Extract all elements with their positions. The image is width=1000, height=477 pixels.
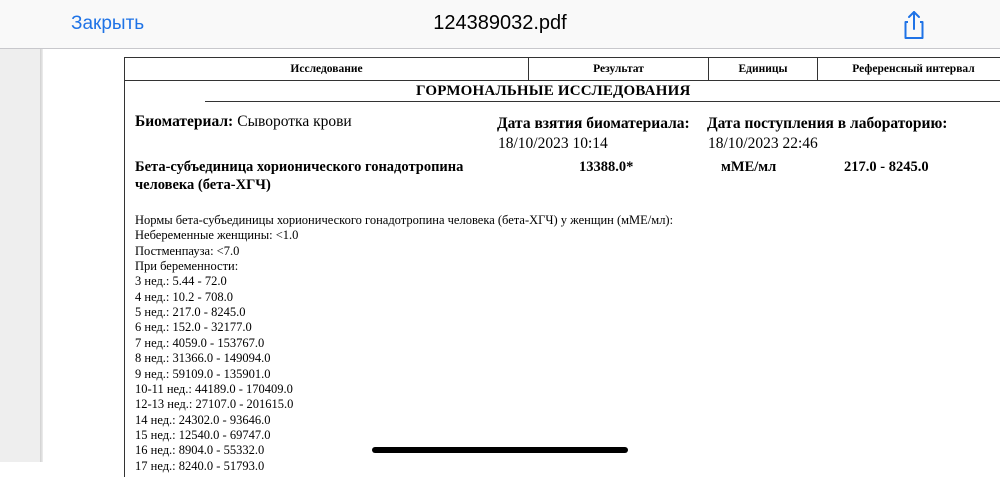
header-study: Исследование — [125, 58, 529, 80]
norm-line: 10-11 нед.: 44189.0 - 170409.0 — [135, 381, 293, 396]
norm-line: 15 нед.: 12540.0 - 69747.0 — [135, 427, 271, 442]
norm-line: 6 нед.: 152.0 - 32177.0 — [135, 320, 252, 335]
share-button[interactable] — [899, 9, 929, 41]
lab-date-label: Дата поступления в лабораторию: — [707, 115, 948, 132]
norm-line: 4 нед.: 10.2 - 708.0 — [135, 289, 233, 304]
norm-line: 17 нед.: 8240.0 - 51793.0 — [135, 458, 265, 473]
document-title: 124389032.pdf — [433, 12, 567, 34]
home-indicator[interactable] — [372, 447, 628, 453]
share-icon — [899, 9, 929, 41]
norm-line: Нормы бета-субъединицы хорионического гонадотропина человека (бета-ХГЧ) у женщин (мМЕ/мл): — [135, 213, 674, 227]
sample-date-label: Дата взятия биоматериала: — [497, 115, 690, 132]
section-title: ГОРМОНАЛЬНЫЕ ИССЛЕДОВАНИЯ — [416, 83, 691, 99]
test-result: 13388.0* — [579, 159, 634, 175]
norm-line: При беременности: — [135, 259, 239, 274]
test-name-line1: Бета-субъединица хорионического гонадотропина — [135, 159, 464, 175]
section-divider — [205, 101, 1000, 102]
norm-line: 16 нед.: 8904.0 - 55332.0 — [135, 443, 265, 458]
header-units: Единицы — [709, 58, 818, 80]
header-result: Результат — [529, 58, 709, 80]
test-name-line2: человека (бета-ХГЧ) — [135, 177, 271, 193]
sample-date-value: 18/10/2023 10:14 — [498, 135, 608, 152]
biomaterial-value: Сыворотка крови — [237, 113, 352, 130]
norm-line: 9 нед.: 59109.0 - 135901.0 — [135, 366, 271, 381]
test-units: мМЕ/мл — [721, 159, 777, 175]
norm-line: Постменпауза: <7.0 — [135, 243, 240, 258]
norm-line: 5 нед.: 217.0 - 8245.0 — [135, 305, 246, 320]
norm-line: 3 нед.: 5.44 - 72.0 — [135, 274, 227, 289]
close-button[interactable]: Закрыть — [71, 13, 145, 34]
norm-line: 8 нед.: 31366.0 - 149094.0 — [135, 351, 271, 366]
report-table — [124, 57, 1000, 477]
lab-date-value: 18/10/2023 22:46 — [708, 135, 818, 152]
norm-line: 12-13 нед.: 27107.0 - 201615.0 — [135, 397, 294, 412]
pdf-page — [43, 49, 1000, 473]
header-reference: Референсный интервал — [852, 63, 975, 75]
test-reference: 217.0 - 8245.0 — [844, 159, 929, 175]
biomaterial-label: Биоматериал: — [135, 113, 234, 130]
top-navigation-bar — [0, 0, 1000, 49]
biomaterial — [135, 113, 352, 131]
norm-line: 7 нед.: 4059.0 - 153767.0 — [135, 335, 265, 350]
norm-line: Небеременные женщины: <1.0 — [135, 228, 299, 243]
norm-line: 14 нед.: 24302.0 - 93646.0 — [135, 412, 271, 427]
pdf-viewer[interactable] — [0, 49, 1000, 473]
table-header-row — [125, 58, 1000, 81]
